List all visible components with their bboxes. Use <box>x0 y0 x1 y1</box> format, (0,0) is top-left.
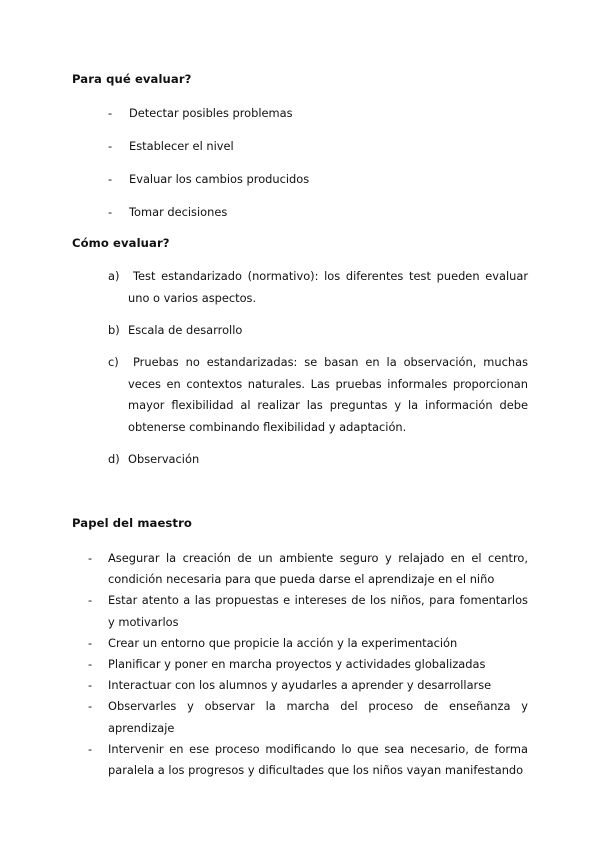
list-item <box>108 320 528 342</box>
list-item <box>88 696 528 738</box>
list-item <box>108 106 293 120</box>
list-item <box>88 739 528 781</box>
list-item-text: Crear un entorno que propicie la acción y la experimentación <box>108 635 458 650</box>
list-item <box>88 590 528 632</box>
bullet-dash: - <box>88 657 93 672</box>
role-list <box>88 548 528 781</box>
list-item-text: Tomar decisiones <box>129 205 228 219</box>
section-heading-como-evaluar: Cómo evaluar? <box>72 236 170 250</box>
list-marker: b) <box>108 323 120 337</box>
section-heading-papel-del-maestro: Papel del maestro <box>72 516 192 530</box>
bullet-dash: - <box>108 139 113 153</box>
bullet-dash: - <box>88 699 93 714</box>
list-item <box>88 654 528 675</box>
list-item-text: Escala de desarrollo <box>128 323 243 337</box>
list-item-text: Planificar y poner en marcha proyectos y actividades globalizadas <box>108 657 486 672</box>
bullet-dash: - <box>88 635 93 650</box>
list-item <box>88 675 528 696</box>
bullet-dash: - <box>108 205 113 219</box>
list-item-text: Estar atento a las propuestas e intereses de los niños, para fomentarlos y motivarlos <box>108 593 528 629</box>
list-marker: d) <box>108 452 120 466</box>
list-item-text: Observarles y observar la marcha del proceso de enseñanza y aprendizaje <box>108 699 528 735</box>
bullet-dash: - <box>88 678 93 693</box>
list-item <box>108 172 309 186</box>
list-item <box>108 205 227 219</box>
list-item-text: Asegurar la creación de un ambiente seguro y relajado en el centro, condición necesaria para que pueda darse el aprendizaje en el niño <box>108 551 528 587</box>
list-item <box>108 139 234 153</box>
list-item-text: Observación <box>128 452 200 466</box>
list-item <box>88 633 528 654</box>
list-item-text: Interactuar con los alumnos y ayudarles a aprender y desarrollarse <box>108 678 492 693</box>
list-item-text: Evaluar los cambios producidos <box>129 172 310 186</box>
list-item <box>108 449 528 471</box>
bullet-dash: - <box>108 172 113 186</box>
list-item-text: Establecer el nivel <box>129 139 234 153</box>
bullet-dash: - <box>108 106 113 120</box>
list-item-text: Pruebas no estandarizadas: se basan en la observación, muchas veces en contextos naturales. Las pruebas informales proporcionan mayor flexibilidad al realizar las preguntas y la información debe obtenerse combinando flexibilidad y adaptación. <box>128 355 528 434</box>
list-item <box>108 352 528 438</box>
list-marker: a) <box>108 269 120 283</box>
bullet-dash: - <box>88 593 93 608</box>
list-marker: c) <box>108 355 119 369</box>
list-item <box>88 548 528 590</box>
bullet-dash: - <box>88 551 93 565</box>
list-item-text: Test estandarizado (normativo): los diferentes test pueden evaluar uno o varios aspectos. <box>128 269 528 305</box>
list-item-text: Intervenir en ese proceso modificando lo que sea necesario, de forma paralela a los progresos y dificultades que los niños vayan manifestando <box>108 741 528 778</box>
section-heading-para-que-evaluar: Para qué evaluar? <box>72 72 192 86</box>
bullet-dash: - <box>88 741 93 756</box>
list-item <box>108 266 528 309</box>
list-item-text: Detectar posibles problemas <box>129 106 293 120</box>
